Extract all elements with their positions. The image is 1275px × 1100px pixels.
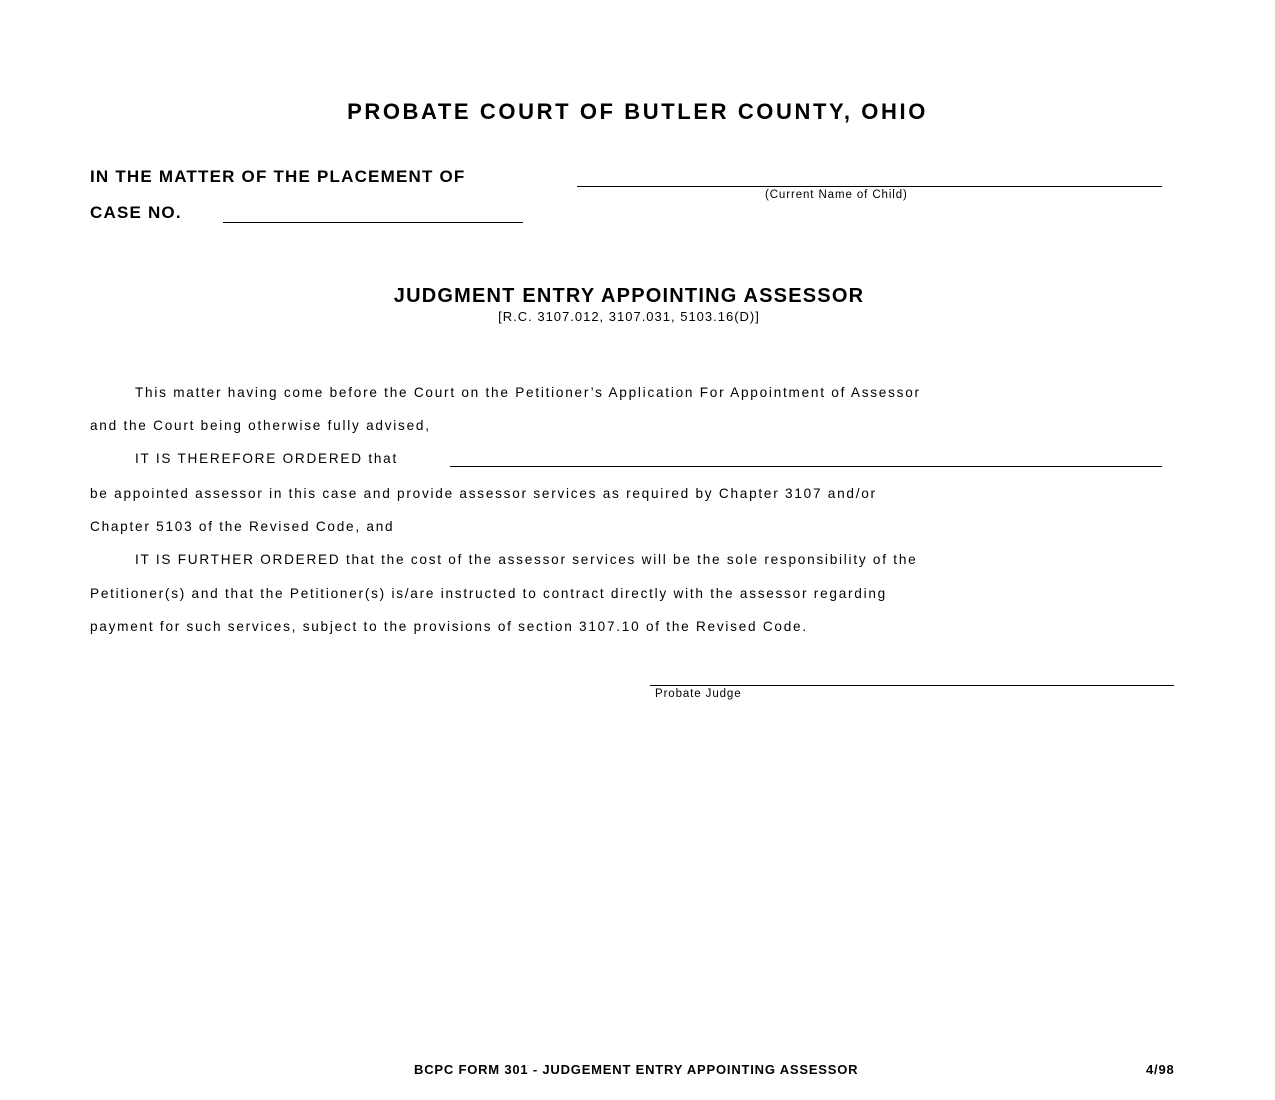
assessor-name-field[interactable] bbox=[450, 466, 1162, 467]
body-line: be appointed assessor in this case and provide assessor services as required by Chapter 3107 and/or bbox=[90, 486, 877, 501]
court-title: PROBATE COURT OF BUTLER COUNTY, OHIO bbox=[347, 99, 928, 124]
body-line: IT IS THEREFORE ORDERED that bbox=[135, 451, 399, 466]
judge-signature-line[interactable] bbox=[650, 685, 1174, 686]
footer-revision: 4/98 bbox=[1146, 1062, 1175, 1077]
case-no-field[interactable] bbox=[223, 222, 523, 223]
signature-caption: Probate Judge bbox=[655, 688, 742, 700]
child-name-field[interactable] bbox=[577, 186, 1162, 187]
body-line: Chapter 5103 of the Revised Code, and bbox=[90, 519, 395, 534]
matter-label: IN THE MATTER OF THE PLACEMENT OF bbox=[90, 167, 466, 186]
child-name-caption: (Current Name of Child) bbox=[765, 189, 908, 201]
body-line: This matter having come before the Court on the Petitioner’s Application For Appointment of Assessor bbox=[135, 385, 921, 400]
case-no-label: CASE NO. bbox=[90, 203, 182, 222]
body-line: and the Court being otherwise fully advised, bbox=[90, 418, 431, 433]
footer-form-name: BCPC FORM 301 - JUDGEMENT ENTRY APPOINTING ASSESSOR bbox=[414, 1062, 859, 1077]
statute-citation: [R.C. 3107.012, 3107.031, 5103.16(D)] bbox=[498, 309, 760, 324]
document-title: JUDGMENT ENTRY APPOINTING ASSESSOR bbox=[393, 285, 865, 307]
body-line: IT IS FURTHER ORDERED that the cost of the assessor services will be the sole responsibility of the bbox=[135, 552, 918, 567]
body-line: payment for such services, subject to the provisions of section 3107.10 of the Revised Code. bbox=[90, 619, 808, 634]
body-line: Petitioner(s) and that the Petitioner(s) is/are instructed to contract directly with the assessor regarding bbox=[90, 586, 887, 601]
